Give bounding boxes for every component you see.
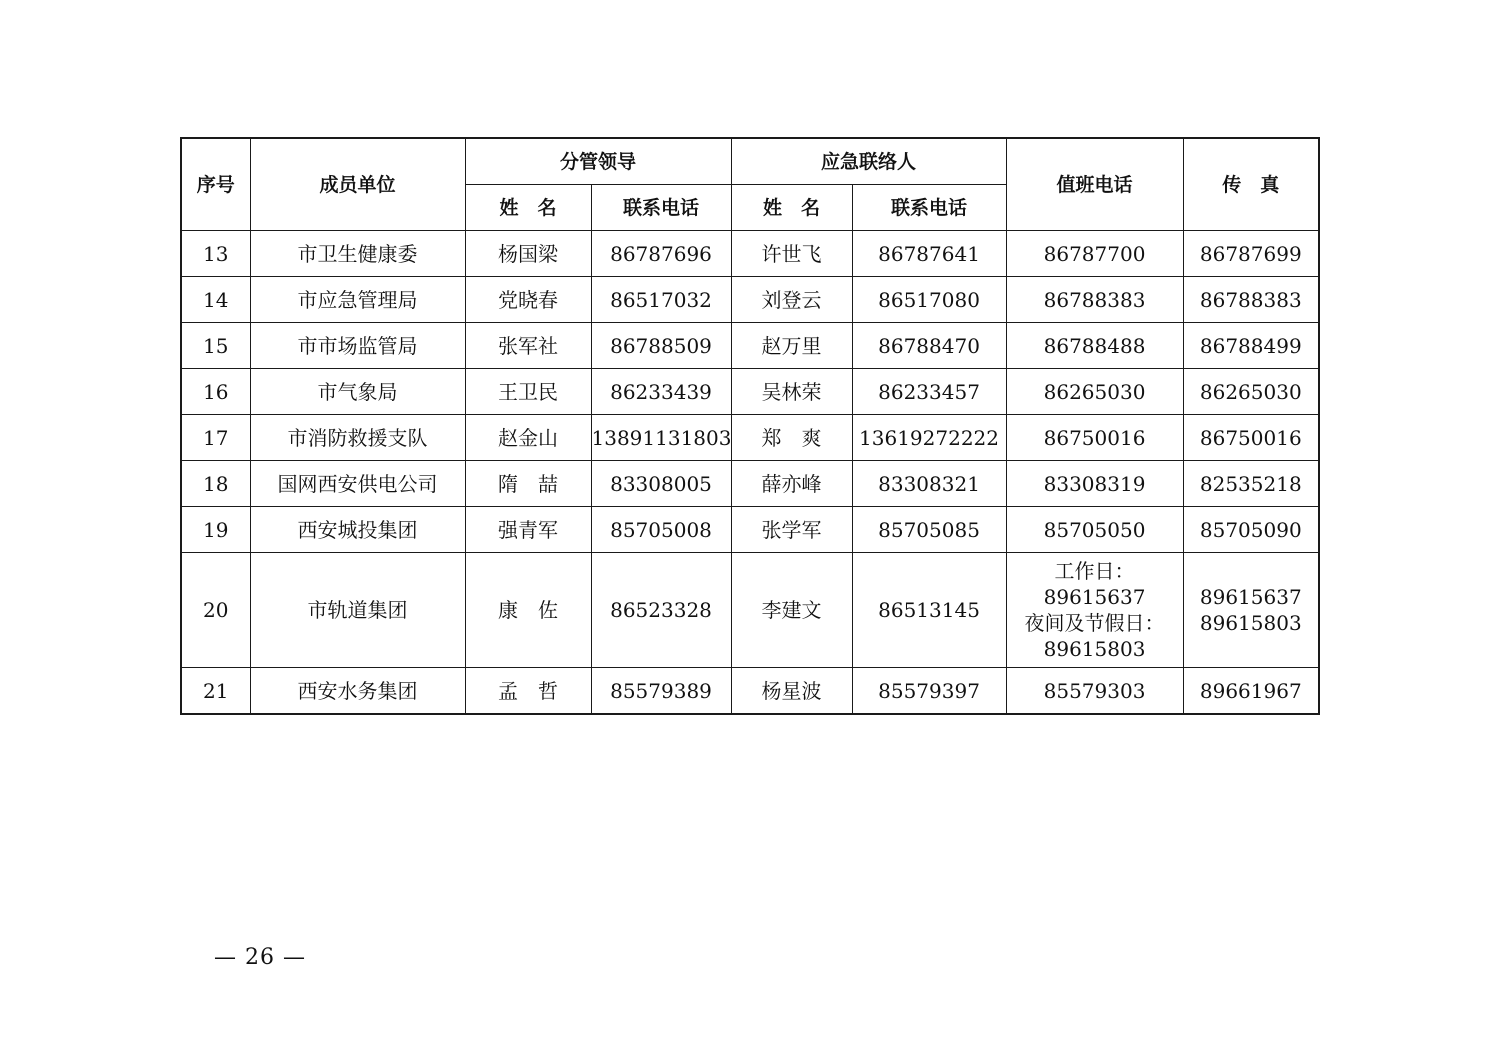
cell-seq: 14 [181, 277, 250, 323]
page-number: — 26 — [214, 945, 306, 970]
cell-contact-name: 郑 爽 [731, 415, 852, 461]
cell-contact-name: 李建文 [731, 553, 852, 668]
cell-duty-phone: 86750016 [1006, 415, 1183, 461]
cell-unit: 国网西安供电公司 [250, 461, 465, 507]
cell-leader-name: 杨国梁 [465, 231, 591, 277]
cell-seq: 13 [181, 231, 250, 277]
duty-line: 89615637 [1043, 585, 1146, 609]
cell-contact-phone: 85705085 [852, 507, 1006, 553]
cell-leader-name: 康 佐 [465, 553, 591, 668]
header-contact-phone: 联系电话 [852, 185, 1006, 231]
cell-duty-phone: 83308319 [1006, 461, 1183, 507]
cell-unit: 市消防救援支队 [250, 415, 465, 461]
cell-unit: 市市场监管局 [250, 323, 465, 369]
cell-leader-name: 党晓春 [465, 277, 591, 323]
duty-line: 89615803 [1043, 637, 1146, 661]
cell-contact-name: 赵万里 [731, 323, 852, 369]
cell-contact-name: 薛亦峰 [731, 461, 852, 507]
cell-contact-phone: 86233457 [852, 369, 1006, 415]
table-row [181, 231, 1319, 277]
table-row [181, 415, 1319, 461]
cell-seq: 15 [181, 323, 250, 369]
cell-contact-name: 杨星波 [731, 668, 852, 715]
cell-contact-phone: 86513145 [852, 553, 1006, 668]
cell-leader-name: 孟 哲 [465, 668, 591, 715]
cell-seq: 16 [181, 369, 250, 415]
header-duty-phone: 值班电话 [1006, 138, 1183, 231]
cell-seq: 21 [181, 668, 250, 715]
cell-contact-phone: 86787641 [852, 231, 1006, 277]
cell-leader-phone: 85579389 [591, 668, 731, 715]
cell-unit: 市应急管理局 [250, 277, 465, 323]
cell-fax: 86788383 [1183, 277, 1319, 323]
cell-contact-phone: 85579397 [852, 668, 1006, 715]
table-row [181, 369, 1319, 415]
cell-fax: 86787699 [1183, 231, 1319, 277]
cell-leader-phone: 86787696 [591, 231, 731, 277]
cell-seq: 20 [181, 553, 250, 668]
header-unit: 成员单位 [250, 138, 465, 231]
fax-line: 89615637 [1199, 585, 1302, 609]
cell-fax: 86265030 [1183, 369, 1319, 415]
cell-seq: 19 [181, 507, 250, 553]
duty-line: 夜间及节假日： [1024, 611, 1165, 635]
cell-contact-name: 张学军 [731, 507, 852, 553]
fax-line: 89615803 [1199, 611, 1302, 635]
cell-contact-name: 许世飞 [731, 231, 852, 277]
header-leader-name: 姓 名 [465, 185, 591, 231]
table-row [181, 323, 1319, 369]
cell-contact-phone: 86788470 [852, 323, 1006, 369]
duty-line: 工作日： [1054, 559, 1135, 583]
cell-fax: 89661967 [1183, 668, 1319, 715]
header-leader-phone: 联系电话 [591, 185, 731, 231]
cell-leader-name: 赵金山 [465, 415, 591, 461]
cell-unit: 市气象局 [250, 369, 465, 415]
header-contact-group: 应急联络人 [731, 138, 1006, 185]
cell-duty-phone [1006, 553, 1183, 668]
cell-leader-name: 张军社 [465, 323, 591, 369]
cell-unit: 西安水务集团 [250, 668, 465, 715]
cell-contact-phone: 86517080 [852, 277, 1006, 323]
cell-unit: 西安城投集团 [250, 507, 465, 553]
cell-leader-name: 强青军 [465, 507, 591, 553]
cell-contact-phone: 13619272222 [852, 415, 1006, 461]
cell-fax [1183, 553, 1319, 668]
header-fax: 传 真 [1183, 138, 1319, 231]
table-row [181, 277, 1319, 323]
cell-leader-phone: 13891131803 [591, 415, 731, 461]
cell-leader-phone: 86233439 [591, 369, 731, 415]
cell-leader-name: 王卫民 [465, 369, 591, 415]
cell-duty-phone: 86788383 [1006, 277, 1183, 323]
header-seq: 序号 [181, 138, 250, 231]
cell-leader-phone: 86523328 [591, 553, 731, 668]
cell-seq: 17 [181, 415, 250, 461]
cell-fax: 85705090 [1183, 507, 1319, 553]
header-row-top [181, 138, 1319, 185]
cell-fax: 86750016 [1183, 415, 1319, 461]
cell-duty-phone: 86788488 [1006, 323, 1183, 369]
table-row [181, 668, 1319, 715]
cell-contact-name: 刘登云 [731, 277, 852, 323]
cell-duty-phone: 85705050 [1006, 507, 1183, 553]
cell-leader-name: 隋 喆 [465, 461, 591, 507]
cell-contact-phone: 83308321 [852, 461, 1006, 507]
cell-leader-phone: 86517032 [591, 277, 731, 323]
cell-unit: 市卫生健康委 [250, 231, 465, 277]
cell-contact-name: 吴林荣 [731, 369, 852, 415]
header-leader-group: 分管领导 [465, 138, 731, 185]
cell-leader-phone: 86788509 [591, 323, 731, 369]
cell-leader-phone: 83308005 [591, 461, 731, 507]
table-row [181, 553, 1319, 668]
cell-fax: 86788499 [1183, 323, 1319, 369]
cell-unit: 市轨道集团 [250, 553, 465, 668]
cell-seq: 18 [181, 461, 250, 507]
cell-leader-phone: 85705008 [591, 507, 731, 553]
header-contact-name: 姓 名 [731, 185, 852, 231]
contact-table [180, 137, 1320, 715]
cell-fax: 82535218 [1183, 461, 1319, 507]
cell-duty-phone: 85579303 [1006, 668, 1183, 715]
table-row [181, 461, 1319, 507]
table-row [181, 507, 1319, 553]
cell-duty-phone: 86265030 [1006, 369, 1183, 415]
cell-duty-phone: 86787700 [1006, 231, 1183, 277]
